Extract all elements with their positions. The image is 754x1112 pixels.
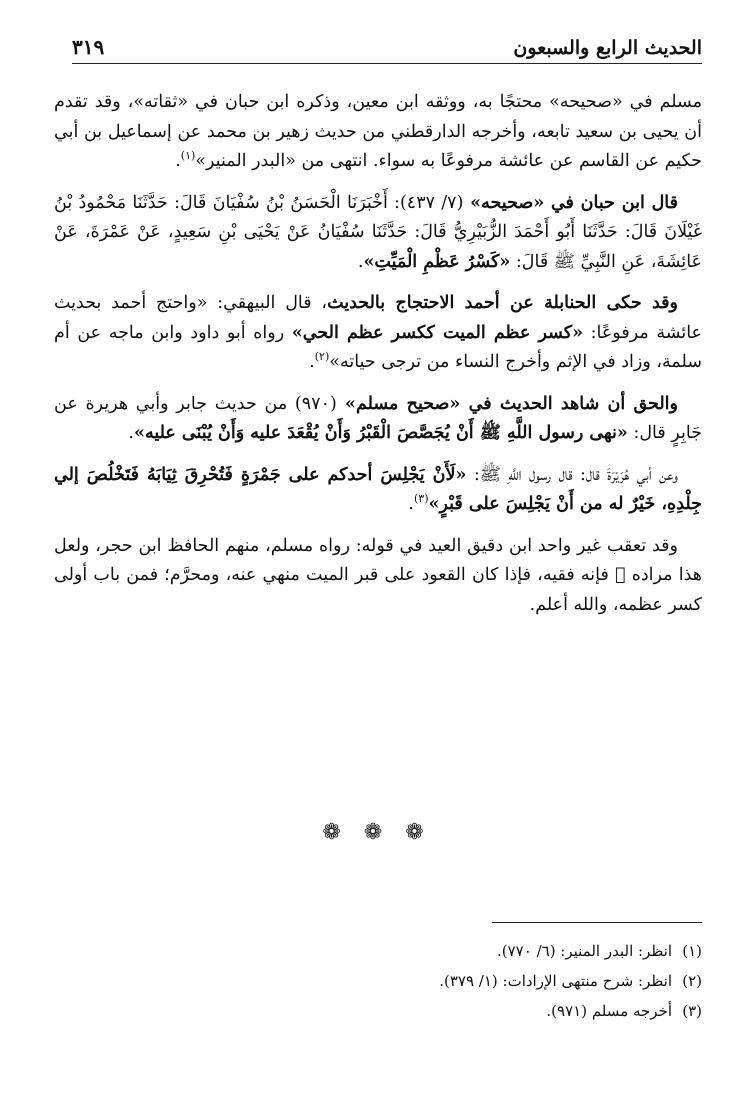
bold-text: وقد حكى الحنابلة عن أحمد الاحتجاج بالحديث — [327, 293, 678, 313]
bold-text: قال ابن حبان في «صحيحه» — [463, 192, 679, 213]
footnotes — [54, 936, 702, 1026]
text-run: (٧/ ٤٣٧): أَخْبَرَنَا الْحَسَنُ بْنُ سُفْيَانَ قَالَ: حَدَّثَنَا مَحْمُودُ بْنُ غَيْلَانَ قَالَ: حَدَّثَنَا أَبُو أَحْمَدَ الزُّبَيْرِيُّ قَالَ: حَدَّثَنَا سُفْيَانُ عَنْ يَحْيَى بْنِ سَعِيدٍ، عَنْ عَمْرَةَ، عَنْ عَائِشَةَ، عَنِ النَّبِيِّ ﷺ قَالَ: — [54, 192, 702, 272]
text-run: . — [175, 151, 181, 171]
footnote-number: (١) — [682, 942, 702, 960]
paragraph-2 — [54, 189, 702, 278]
footnote-number: (٢) — [682, 972, 702, 990]
text-run: . — [128, 423, 134, 443]
footnote-ref: (٣) — [414, 492, 429, 506]
section-ornament: ❁ ❁ ❁ — [322, 820, 432, 845]
body-text — [54, 88, 702, 632]
paragraph-4 — [54, 390, 702, 449]
bold-text: «كسر عظم الميت ككسر عظم الحي» — [291, 322, 584, 343]
text-run: مسلم في «صحيحه» محتجًا به، ووثقه ابن معين، وذكره ابن حبان في «ثقاته»، وقد تقدم أن يحيى بن سعيد تابعه، وأخرجه الدارقطني من حديث زهير بن محمد عن إسماعيل بن أبي حكيم عن القاسم عن عائشة مرفوعًا به سواء. انتهى من «البدر المنير» — [54, 92, 702, 171]
bold-text: «كَسْرُ عَظْمِ الْمَيِّتِ» — [363, 251, 511, 272]
footnote-text: انظر: البدر المنير: (٦/ ٧٧٠). — [497, 942, 672, 960]
text-run: . — [309, 352, 315, 372]
text-run: وقد تعقب غير واحد ابن دقيق العيد في قوله: رواه مسلم، منهم الحافظ ابن حجر، ولعل هذا مراده ﷫ فإنه فقيه، فإذا كان القعود على قبر الميت منهي عنه، ومحرَّم؛ فمن باب أولى كسر عظمه، والله أعلم. — [54, 535, 702, 615]
footnote-text: انظر: شرح منتهى الإرادات: (١/ ٣٧٩). — [439, 972, 672, 990]
footnote-divider — [492, 922, 702, 923]
paragraph-3 — [54, 289, 702, 378]
running-title: الحديث الرابع والسبعون — [513, 37, 702, 59]
page-header — [72, 28, 702, 64]
paragraph-1 — [54, 88, 702, 177]
text-run: . — [357, 251, 364, 272]
bold-text: «نهى رسول اللَّهِ ﷺ أَنْ يُجَصَّصَ الْقَبْرُ وَأَنْ يُقْعَدَ عليه وَأَنْ يُبْنَى عليه» — [134, 423, 628, 443]
paragraph-6 — [54, 532, 702, 621]
footnote-2 — [54, 966, 702, 996]
text-run: وعن أبي هُرَيْرَةَ قال: قال رسول اللَّهِ ﷺ: — [466, 464, 678, 485]
bold-text: «لَأَنْ يَجْلِسَ أحدكم على جَمْرَةٍ فَتُحْرِقَ ثِيَابَهُ فَتَخْلُصَ إلي جِلْدِهِ، خَيْرٌ له من أَنْ يَجْلِسَ على قَبْرٍ» — [54, 464, 702, 514]
text-run: رواه أبو داود وابن ماجه عن أم سلمة، وزاد في الإثم وأخرج النساء من ترجى حياته» — [54, 322, 702, 372]
text-run: ، قال البيهقي: «واحتج أحمد بحديث عائشة مرفوعًا: — [54, 293, 702, 343]
text-run: (٩٧٠) من حديث جابر وأبي هريرة عن جَابِرٍ قال: — [54, 393, 702, 443]
footnote-1 — [54, 936, 702, 966]
footnote-3 — [54, 996, 702, 1026]
footnote-ref: (٢) — [314, 350, 330, 364]
paragraph-5 — [54, 461, 702, 520]
bold-text: والحق أن شاهد الحديث في «صحيح مسلم» — [336, 393, 678, 414]
text-run: . — [408, 494, 414, 514]
footnote-text: أخرجه مسلم (٩٧١). — [546, 1002, 672, 1020]
footnote-number: (٣) — [682, 1002, 702, 1020]
page-number: ٣١٩ — [72, 35, 105, 59]
footnote-ref: (١) — [180, 149, 196, 163]
